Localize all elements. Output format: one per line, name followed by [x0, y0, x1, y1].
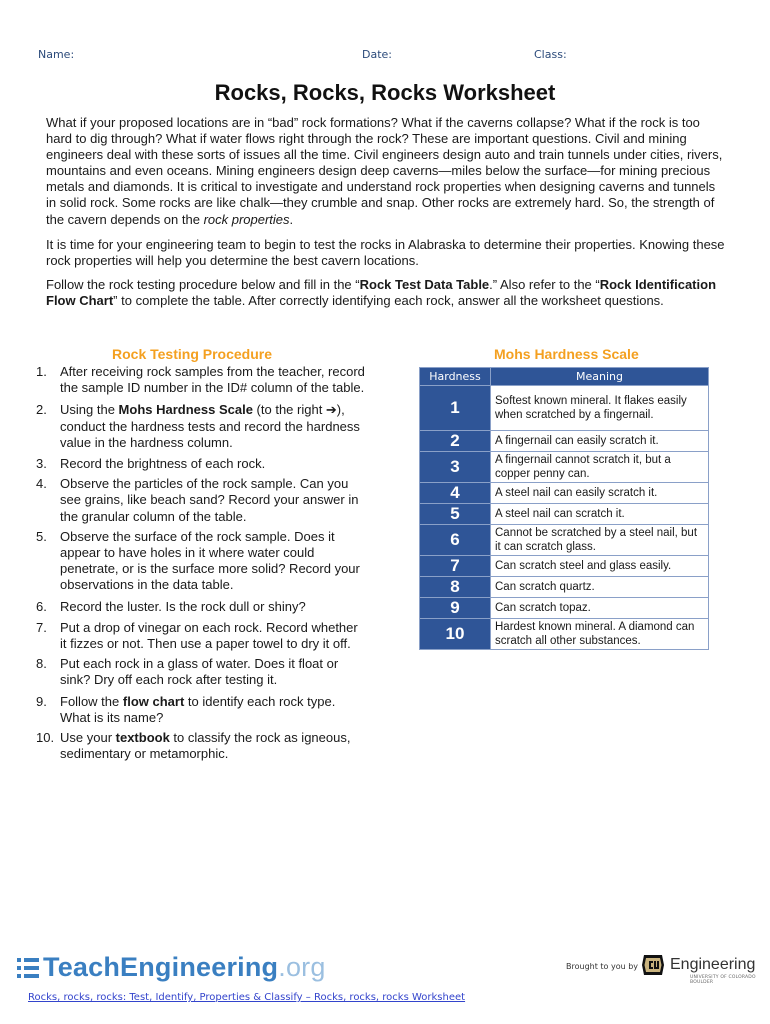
- header-fields: [0, 48, 770, 64]
- procedure-step: [36, 456, 366, 472]
- step-text-pre: Follow the: [60, 693, 123, 709]
- mohs-heading: Mohs Hardness Scale: [494, 346, 639, 362]
- table-row: [420, 452, 709, 483]
- step-text: Put a drop of vinegar on each rock. Record whether it fizzes or not. Then use a paper towel to dry it off.: [60, 619, 358, 652]
- table-row: [420, 504, 709, 525]
- procedure-steps: [36, 364, 366, 762]
- worksheet-title: Rocks, Rocks, Rocks Worksheet: [214, 80, 556, 105]
- class-label: Class:: [534, 48, 567, 61]
- hardness-column-header: Hardness: [420, 368, 491, 386]
- intro-p3-c: .” Also refer to the “: [489, 277, 600, 292]
- hardness-value: 4: [420, 483, 491, 504]
- table-row: [420, 525, 709, 556]
- hardness-meaning: Can scratch topaz.: [491, 598, 709, 619]
- intro-paragraph-2: It is time for your engineering team to begin to test the rocks in Alabraska to determine their properties. Knowing these rock properties will help you determine the best cavern locations.: [46, 237, 725, 269]
- hardness-meaning: Can scratch quartz.: [491, 577, 709, 598]
- hardness-meaning: A steel nail can scratch it.: [491, 504, 709, 525]
- step-number: 6.: [36, 598, 47, 614]
- step-number: 1.: [36, 364, 47, 379]
- hardness-meaning: Softest known mineral. It flakes easily when scratched by a fingernail.: [491, 386, 709, 431]
- intro-p1-italic: rock properties: [203, 211, 290, 227]
- intro-p3-a: Follow the rock testing procedure below and fill in the “: [46, 277, 360, 292]
- intro-paragraph-3: [46, 277, 726, 309]
- intro-p1-text: What if your proposed locations are in “bad” rock formations? What if the caverns collapse? What if the rock is too hard to dig through? What if water flows right through the rock? These are important questions. Civil and mining engineers deal with these sorts of issues all the time. Civil engineers design auto and train tunnels under cities, rivers, mountains and even oceans. Mining engineers design deep caverns—miles below the surface—for mining precious metals and diamonds. It is critical to investigate and understand rock properties when designing caverns and tunnels in solid rock. Some rocks are like chalk—they crumble and snap. Other rocks are extremely hard. So, the strength of the cavern depends on the: [46, 115, 723, 227]
- step-text-post: to identify each rock type. What is its name?: [60, 693, 336, 725]
- table-row: [420, 483, 709, 504]
- date-label: Date:: [362, 48, 392, 61]
- hardness-meaning: A fingernail can easily scratch it.: [491, 431, 709, 452]
- logo-org: .org: [278, 952, 326, 982]
- cu-boulder-logo-icon: [641, 953, 665, 977]
- logo-teach: Teach: [43, 952, 121, 982]
- step-text-pre: Using the: [60, 402, 119, 418]
- step-number: 3.: [36, 456, 47, 472]
- table-row: [420, 598, 709, 619]
- step-text-pre: Use your: [60, 730, 116, 746]
- procedure-step: [36, 476, 366, 525]
- step-text-post: (to the right ➔), conduct the hardness tests and record the hardness value in the hardness column.: [60, 402, 360, 450]
- intro-p1-end: .: [289, 211, 294, 227]
- hardness-value: 6: [420, 525, 491, 556]
- table-row: [420, 556, 709, 577]
- cu-engineering-label: Engineering: [670, 956, 756, 973]
- step-number: 5.: [36, 528, 47, 544]
- hardness-value: 8: [420, 577, 491, 598]
- table-header-row: [420, 368, 709, 386]
- hardness-value: 5: [420, 504, 491, 525]
- step-text-bold: flow chart: [122, 693, 185, 709]
- table-row: [420, 577, 709, 598]
- step-text: Observe the surface of the rock sample. Does it appear to have holes in it where water could penetrate, or is the surface more solid? Record your observations in the data table.: [60, 528, 360, 593]
- hardness-meaning: A fingernail cannot scratch it, but a copper penny can.: [491, 452, 709, 483]
- procedure-step: [36, 620, 366, 652]
- cu-boulder-sublabel: UNIVERSITY OF COLORADO BOULDER: [690, 975, 756, 985]
- step-text: Record the luster. Is the rock dull or shiny?: [60, 598, 306, 614]
- step-text: After receiving rock samples from the teacher, record the sample ID number in the ID# column of the table.: [60, 364, 365, 396]
- procedure-step: [36, 599, 366, 615]
- table-row: [420, 431, 709, 452]
- hardness-value: 10: [420, 619, 491, 650]
- step-number: 2.: [36, 402, 47, 418]
- step-number: 4.: [36, 476, 47, 492]
- procedure-heading: Rock Testing Procedure: [112, 346, 273, 362]
- intro-p3-bold-2: Rock Identification Flow Chart: [46, 277, 717, 309]
- step-number: 10.: [36, 730, 55, 746]
- procedure-step: [36, 730, 366, 762]
- procedure-step: [36, 364, 366, 396]
- step-text: Record the brightness of each rock.: [60, 456, 266, 472]
- hardness-value: 2: [420, 431, 491, 452]
- hardness-meaning: Hardest known mineral. A diamond can scratch all other substances.: [491, 619, 709, 650]
- step-number: 9.: [36, 693, 47, 709]
- hardness-value: 1: [420, 386, 491, 431]
- step-number: 8.: [36, 656, 47, 672]
- logo-engineering: Engineering: [120, 952, 279, 982]
- step-text-bold: textbook: [115, 730, 170, 746]
- step-text: Put each rock in a glass of water. Does it float or sink? Dry off each rock after testing it.: [60, 656, 339, 688]
- table-row: [420, 386, 709, 431]
- name-label: Name:: [38, 48, 75, 61]
- step-text-bold: Mohs Hardness Scale: [118, 402, 253, 418]
- hardness-value: 9: [420, 598, 491, 619]
- intro-p3-bold-1: Rock Test Data Table: [359, 277, 490, 292]
- intro-p3-d: ” to complete the table. After correctly identifying each rock, answer all the worksheet questions.: [113, 293, 664, 309]
- hardness-value: 7: [420, 556, 491, 577]
- table-row: [420, 619, 709, 650]
- intro-paragraph-1: [46, 115, 726, 228]
- procedure-step: [36, 402, 366, 451]
- procedure-step: [36, 529, 366, 594]
- step-text: Observe the particles of the rock sample. Can you see grains, like beach sand? Record your answer in the granular column of the table.: [60, 476, 359, 524]
- teachengineering-mark-icon: [17, 958, 39, 978]
- step-text-post: to classify the rock as igneous, sedimentary or metamorphic.: [60, 730, 351, 762]
- hardness-meaning: A steel nail can easily scratch it.: [491, 483, 709, 504]
- mohs-hardness-table: [419, 367, 709, 650]
- hardness-meaning: Can scratch steel and glass easily.: [491, 556, 709, 577]
- brought-to-you-by: Brought to you by: [566, 962, 639, 971]
- step-number: 7.: [36, 619, 47, 635]
- procedure-step: [36, 656, 366, 688]
- procedure-step: [36, 694, 366, 726]
- hardness-value: 3: [420, 452, 491, 483]
- meaning-column-header: Meaning: [491, 368, 709, 386]
- worksheet-footer-link[interactable]: Rocks, rocks, rocks: Test, Identify, Properties & Classify – Rocks, rocks, rocks Worksheet: [28, 992, 466, 1003]
- hardness-meaning: Cannot be scratched by a steel nail, but it can scratch glass.: [491, 525, 709, 556]
- teachengineering-wordmark: [43, 952, 326, 983]
